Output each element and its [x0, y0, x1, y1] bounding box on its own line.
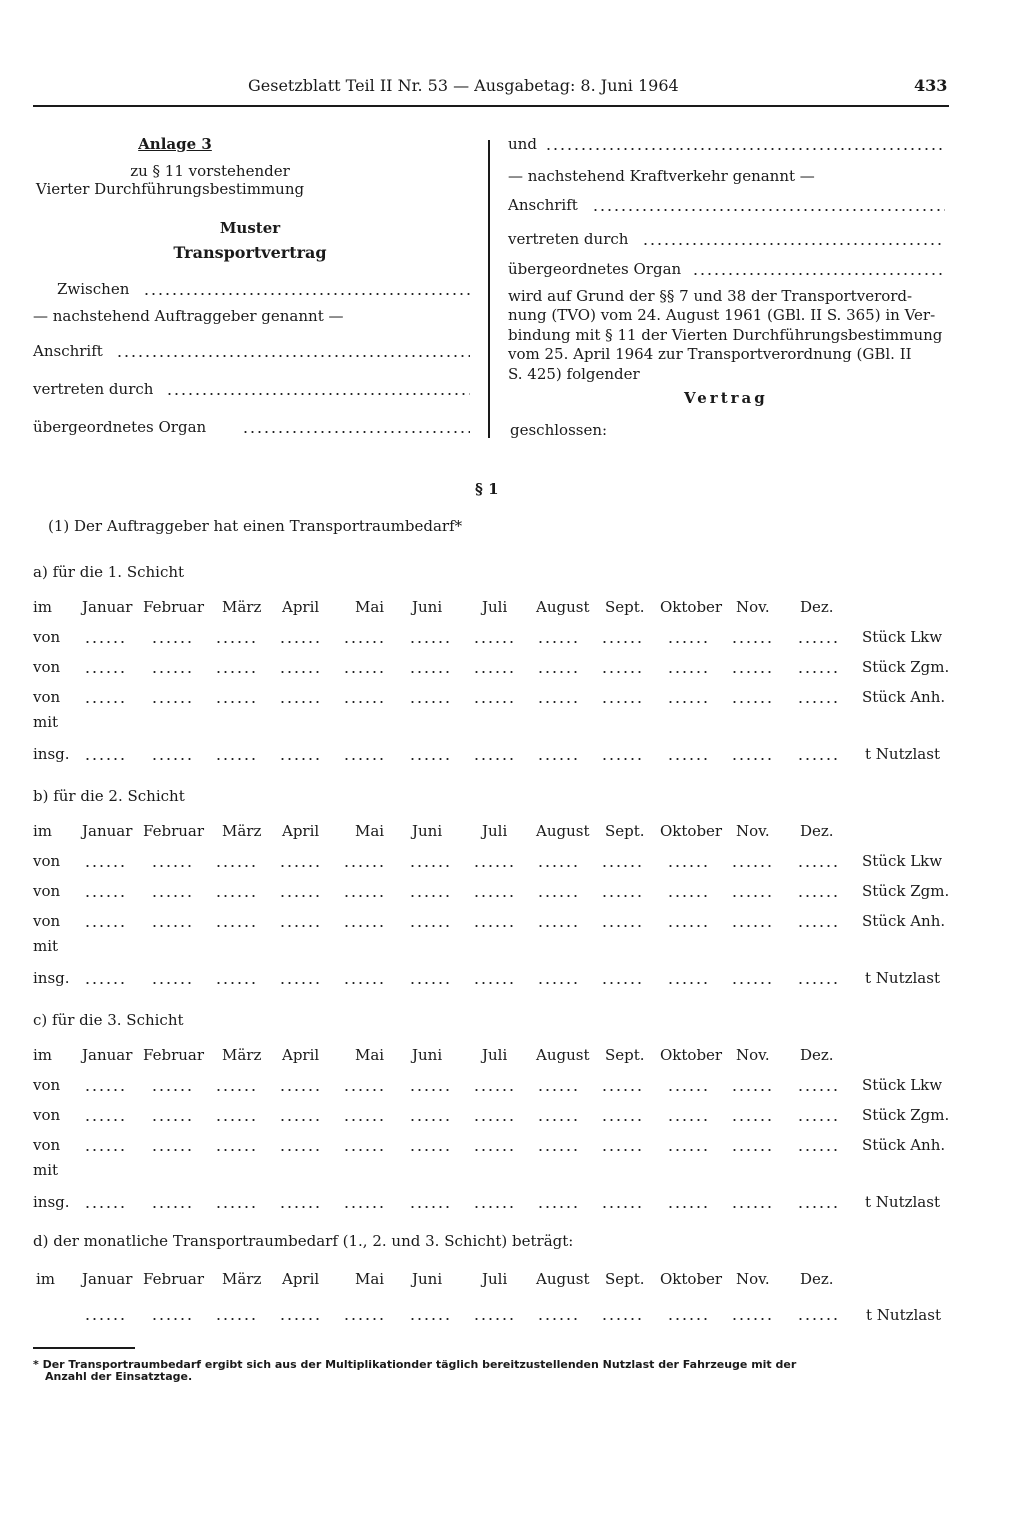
row-label-im: im: [36, 1270, 56, 1288]
month-fill-field[interactable]: [797, 1119, 841, 1121]
month-fill-field[interactable]: [473, 982, 517, 984]
month-label: Juli: [482, 1046, 508, 1064]
month-label: Mai: [355, 1270, 385, 1288]
month-label: März: [222, 598, 262, 616]
shift-title: c) für die 3. Schicht: [33, 1011, 184, 1029]
month-label: Juni: [412, 1046, 443, 1064]
month-fill-field[interactable]: [537, 701, 581, 703]
month-fill-field[interactable]: [151, 1206, 195, 1208]
month-label: Mai: [355, 822, 385, 840]
month-label: Sept.: [605, 1046, 645, 1064]
page-header-title: Gesetzblatt Teil II Nr. 53 — Ausgabetag: 8. Juni 1964: [248, 76, 679, 95]
month-fill-field[interactable]: [409, 1119, 453, 1121]
month-label: Nov.: [736, 1270, 770, 1288]
month-fill-field[interactable]: [731, 758, 775, 760]
paragraph-line: wird auf Grund der §§ 7 und 38 der Transportverord-: [508, 287, 913, 305]
month-fill-field[interactable]: [279, 671, 323, 673]
month-fill-field[interactable]: [797, 982, 841, 984]
month-fill-field[interactable]: [601, 925, 645, 927]
month-label: August: [536, 822, 590, 840]
month-fill-field[interactable]: [537, 982, 581, 984]
month-fill-field[interactable]: [797, 895, 841, 897]
month-label: Januar: [82, 598, 133, 616]
month-fill-field[interactable]: [151, 758, 195, 760]
month-fill-field[interactable]: [151, 1318, 195, 1320]
month-label: April: [282, 1046, 320, 1064]
month-label: Sept.: [605, 822, 645, 840]
month-label: Sept.: [605, 598, 645, 616]
month-label: Oktober: [660, 598, 723, 616]
month-fill-field[interactable]: [151, 1119, 195, 1121]
month-fill-field[interactable]: [151, 865, 195, 867]
month-fill-field[interactable]: [409, 982, 453, 984]
month-fill-field[interactable]: [797, 865, 841, 867]
month-fill-field[interactable]: [797, 1206, 841, 1208]
month-fill-field[interactable]: [215, 865, 259, 867]
month-fill-field[interactable]: [473, 758, 517, 760]
month-label: Oktober: [660, 1270, 723, 1288]
month-label: Nov.: [736, 822, 770, 840]
month-fill-field[interactable]: [601, 1089, 645, 1091]
organ-fill-line-right: [692, 273, 945, 275]
month-fill-field[interactable]: [279, 758, 323, 760]
month-fill-field[interactable]: [473, 1089, 517, 1091]
unit-label-nutzlast: t Nutzlast: [866, 1306, 941, 1324]
month-fill-field[interactable]: [601, 1119, 645, 1121]
kraftverkehr-note: — nachstehend Kraftverkehr genannt —: [508, 167, 815, 185]
month-fill-field[interactable]: [409, 925, 453, 927]
month-fill-field[interactable]: [409, 895, 453, 897]
month-fill-field[interactable]: [84, 1206, 128, 1208]
month-label: März: [222, 1046, 262, 1064]
month-fill-field[interactable]: [215, 982, 259, 984]
month-fill-field[interactable]: [343, 641, 387, 643]
month-fill-field[interactable]: [151, 925, 195, 927]
unit-label-nutzlast: t Nutzlast: [865, 745, 940, 763]
month-fill-field[interactable]: [215, 701, 259, 703]
month-fill-field[interactable]: [601, 1318, 645, 1320]
month-fill-field[interactable]: [409, 865, 453, 867]
month-label: Juni: [412, 598, 443, 616]
footnote-line-2: Anzahl der Einsatztage.: [45, 1370, 193, 1383]
row-label-von: von: [33, 912, 61, 930]
paragraph-line: nung (TVO) vom 24. August 1961 (GBl. II S. 365) in Ver-: [508, 306, 936, 325]
shift-title: a) für die 1. Schicht: [33, 563, 185, 581]
month-fill-field[interactable]: [84, 925, 128, 927]
anschrift-label-left: Anschrift: [33, 342, 103, 360]
month-fill-field[interactable]: [731, 1089, 775, 1091]
month-fill-field[interactable]: [537, 641, 581, 643]
vertreten-label-right: vertreten durch: [508, 230, 629, 248]
contract-basis-paragraph: [508, 287, 948, 384]
month-label: Nov.: [736, 598, 770, 616]
anschrift-fill-line-right: [592, 209, 945, 211]
month-label: Juli: [482, 822, 508, 840]
month-fill-field[interactable]: [343, 758, 387, 760]
row-label-mit: mit: [33, 1161, 59, 1179]
month-fill-field[interactable]: [731, 1119, 775, 1121]
footnote-line-1: * Der Transportraumbedarf ergibt sich aus der Multiplikationder täglich bereitzustellenden Nutzlast der Fahrzeuge mit der: [33, 1358, 797, 1371]
month-fill-field[interactable]: [409, 758, 453, 760]
month-fill-field[interactable]: [409, 671, 453, 673]
month-fill-field[interactable]: [279, 641, 323, 643]
month-fill-field[interactable]: [537, 1089, 581, 1091]
month-fill-field[interactable]: [343, 1119, 387, 1121]
month-fill-field[interactable]: [667, 1119, 711, 1121]
month-fill-field[interactable]: [797, 1089, 841, 1091]
page-number: 433: [914, 76, 948, 95]
anlage-subtitle-2: Vierter Durchführungsbestimmung: [35, 180, 305, 198]
month-fill-field[interactable]: [667, 895, 711, 897]
zwischen-fill-line: [143, 293, 470, 295]
month-fill-field[interactable]: [601, 641, 645, 643]
month-label: Februar: [143, 598, 205, 616]
unit-label-lkw: Stück Lkw: [862, 852, 943, 870]
month-fill-field[interactable]: [84, 1318, 128, 1320]
month-fill-field[interactable]: [84, 671, 128, 673]
month-label: Februar: [143, 1046, 205, 1064]
month-fill-field[interactable]: [667, 1318, 711, 1320]
unit-label-anh: Stück Anh.: [862, 912, 946, 930]
month-fill-field[interactable]: [151, 1089, 195, 1091]
paragraph-line: vom 25. April 1964 zur Transportverordnung (GBl. II: [508, 345, 912, 364]
month-fill-field[interactable]: [151, 982, 195, 984]
month-fill-field[interactable]: [797, 1149, 841, 1151]
month-label: Januar: [82, 1270, 133, 1288]
month-fill-field[interactable]: [537, 895, 581, 897]
month-label: Februar: [143, 1270, 205, 1288]
month-fill-field[interactable]: [409, 1318, 453, 1320]
month-fill-field[interactable]: [601, 865, 645, 867]
row-label-von: von: [33, 1076, 61, 1094]
month-fill-field[interactable]: [279, 1149, 323, 1151]
month-label: Dez.: [800, 1046, 834, 1064]
unit-label-nutzlast: t Nutzlast: [865, 969, 940, 987]
month-fill-field[interactable]: [215, 895, 259, 897]
unit-label-lkw: Stück Lkw: [862, 628, 943, 646]
row-label-von: von: [33, 1136, 61, 1154]
month-label: Juli: [482, 1270, 508, 1288]
row-label-von: von: [33, 628, 61, 646]
auftraggeber-note: — nachstehend Auftraggeber genannt —: [33, 307, 344, 325]
month-label: August: [536, 1046, 590, 1064]
und-label: und: [508, 135, 537, 153]
month-fill-field[interactable]: [279, 982, 323, 984]
month-fill-field[interactable]: [667, 1206, 711, 1208]
month-fill-field[interactable]: [537, 865, 581, 867]
month-fill-field[interactable]: [151, 895, 195, 897]
month-fill-field[interactable]: [409, 1149, 453, 1151]
month-fill-field[interactable]: [473, 865, 517, 867]
month-label: Sept.: [605, 1270, 645, 1288]
month-fill-field[interactable]: [151, 1149, 195, 1151]
month-fill-field[interactable]: [667, 641, 711, 643]
month-fill-field[interactable]: [215, 1089, 259, 1091]
month-fill-field[interactable]: [731, 982, 775, 984]
month-fill-field[interactable]: [84, 701, 128, 703]
month-fill-field[interactable]: [279, 701, 323, 703]
month-label: März: [222, 822, 262, 840]
month-fill-field[interactable]: [667, 865, 711, 867]
month-fill-field[interactable]: [473, 925, 517, 927]
month-fill-field[interactable]: [537, 1149, 581, 1151]
month-fill-field[interactable]: [473, 701, 517, 703]
row-label-von: von: [33, 882, 61, 900]
section-intro: (1) Der Auftraggeber hat einen Transportraumbedarf*: [48, 517, 463, 535]
month-fill-field[interactable]: [343, 671, 387, 673]
month-fill-field[interactable]: [473, 1119, 517, 1121]
month-fill-field[interactable]: [601, 1149, 645, 1151]
month-fill-field[interactable]: [797, 701, 841, 703]
vertreten-label-left: vertreten durch: [33, 380, 154, 398]
month-fill-field[interactable]: [731, 1206, 775, 1208]
month-label: August: [536, 598, 590, 616]
month-fill-field[interactable]: [84, 758, 128, 760]
month-label: Juli: [482, 598, 508, 616]
month-fill-field[interactable]: [215, 925, 259, 927]
month-fill-field[interactable]: [409, 1206, 453, 1208]
month-fill-field[interactable]: [279, 925, 323, 927]
row-label-mit: mit: [33, 713, 59, 731]
und-fill-line: [545, 148, 945, 150]
month-fill-field[interactable]: [667, 982, 711, 984]
month-fill-field[interactable]: [537, 1318, 581, 1320]
document-title: Transportvertrag: [173, 243, 327, 262]
month-fill-field[interactable]: [797, 641, 841, 643]
muster-heading: Muster: [219, 219, 281, 237]
month-fill-field[interactable]: [343, 1149, 387, 1151]
month-fill-field[interactable]: [731, 865, 775, 867]
month-fill-field[interactable]: [473, 1206, 517, 1208]
month-fill-field[interactable]: [731, 925, 775, 927]
month-fill-field[interactable]: [409, 701, 453, 703]
month-fill-field[interactable]: [84, 895, 128, 897]
monthly-title: d) der monatliche Transportraumbedarf (1., 2. und 3. Schicht) beträgt:: [33, 1232, 574, 1250]
month-fill-field[interactable]: [84, 641, 128, 643]
month-fill-field[interactable]: [84, 1089, 128, 1091]
vertreten-fill-line-left: [166, 393, 470, 395]
month-label: Oktober: [660, 822, 723, 840]
section-heading: § 1: [475, 480, 499, 498]
month-fill-field[interactable]: [667, 925, 711, 927]
month-fill-field[interactable]: [601, 671, 645, 673]
month-fill-field[interactable]: [279, 1318, 323, 1320]
row-label-insg: insg.: [33, 969, 70, 987]
month-fill-field[interactable]: [473, 641, 517, 643]
month-fill-field[interactable]: [279, 865, 323, 867]
month-fill-field[interactable]: [343, 701, 387, 703]
footnote-rule: [33, 1347, 135, 1349]
row-label-von: von: [33, 852, 61, 870]
row-label-mit: mit: [33, 937, 59, 955]
month-fill-field[interactable]: [409, 641, 453, 643]
month-fill-field[interactable]: [215, 1149, 259, 1151]
row-label-im: im: [33, 598, 53, 616]
unit-label-lkw: Stück Lkw: [862, 1076, 943, 1094]
month-fill-field[interactable]: [84, 982, 128, 984]
month-fill-field[interactable]: [667, 671, 711, 673]
month-fill-field[interactable]: [667, 758, 711, 760]
month-fill-field[interactable]: [731, 671, 775, 673]
organ-label-right: übergeordnetes Organ: [508, 260, 682, 278]
month-fill-field[interactable]: [215, 1119, 259, 1121]
unit-label-zgm: Stück Zgm.: [862, 1106, 950, 1124]
organ-fill-line-left: [242, 431, 470, 433]
column-divider: [488, 140, 490, 438]
anlage-heading: Anlage 3: [138, 135, 212, 153]
month-label: Januar: [82, 822, 133, 840]
month-label: Mai: [355, 1046, 385, 1064]
month-fill-field[interactable]: [731, 895, 775, 897]
month-fill-field[interactable]: [151, 701, 195, 703]
unit-label-anh: Stück Anh.: [862, 688, 946, 706]
month-label: Juni: [412, 822, 443, 840]
zwischen-label: Zwischen: [57, 280, 130, 298]
month-fill-field[interactable]: [343, 1318, 387, 1320]
month-fill-field[interactable]: [215, 1318, 259, 1320]
paragraph-line: bindung mit § 11 der Vierten Durchführungsbestimmung: [508, 325, 943, 344]
month-fill-field[interactable]: [537, 925, 581, 927]
unit-label-nutzlast: t Nutzlast: [865, 1193, 940, 1211]
unit-label-anh: Stück Anh.: [862, 1136, 946, 1154]
month-label: Dez.: [800, 1270, 834, 1288]
month-fill-field[interactable]: [215, 758, 259, 760]
month-fill-field[interactable]: [473, 1318, 517, 1320]
month-fill-field[interactable]: [343, 982, 387, 984]
month-label: Januar: [82, 1046, 133, 1064]
month-fill-field[interactable]: [343, 925, 387, 927]
month-label: August: [536, 1270, 590, 1288]
month-fill-field[interactable]: [279, 1206, 323, 1208]
month-fill-field[interactable]: [343, 1089, 387, 1091]
month-fill-field[interactable]: [731, 641, 775, 643]
month-label: April: [282, 822, 320, 840]
month-label: Nov.: [736, 1046, 770, 1064]
month-fill-field[interactable]: [279, 1119, 323, 1121]
month-fill-field[interactable]: [667, 1089, 711, 1091]
row-label-insg: insg.: [33, 1193, 70, 1211]
month-fill-field[interactable]: [601, 758, 645, 760]
month-label: Februar: [143, 822, 205, 840]
month-fill-field[interactable]: [731, 1318, 775, 1320]
month-fill-field[interactable]: [731, 1149, 775, 1151]
month-fill-field[interactable]: [537, 1206, 581, 1208]
month-fill-field[interactable]: [797, 1318, 841, 1320]
month-fill-field[interactable]: [473, 1149, 517, 1151]
month-fill-field[interactable]: [731, 701, 775, 703]
month-fill-field[interactable]: [151, 671, 195, 673]
anschrift-label-right: Anschrift: [508, 196, 578, 214]
month-label: Mai: [355, 598, 385, 616]
month-label: Dez.: [800, 598, 834, 616]
month-fill-field[interactable]: [601, 895, 645, 897]
header-rule: [33, 105, 949, 107]
month-fill-field[interactable]: [537, 758, 581, 760]
month-fill-field[interactable]: [279, 895, 323, 897]
month-fill-field[interactable]: [797, 758, 841, 760]
vertrag-heading: Vertrag: [684, 389, 768, 407]
month-fill-field[interactable]: [84, 1149, 128, 1151]
row-label-von: von: [33, 1106, 61, 1124]
month-fill-field[interactable]: [667, 701, 711, 703]
month-fill-field[interactable]: [473, 671, 517, 673]
row-label-insg: insg.: [33, 745, 70, 763]
unit-label-zgm: Stück Zgm.: [862, 882, 950, 900]
month-fill-field[interactable]: [215, 671, 259, 673]
month-fill-field[interactable]: [343, 895, 387, 897]
vertreten-fill-line-right: [642, 243, 945, 245]
month-fill-field[interactable]: [343, 1206, 387, 1208]
month-fill-field[interactable]: [409, 1089, 453, 1091]
month-fill-field[interactable]: [797, 925, 841, 927]
row-label-von: von: [33, 688, 61, 706]
anlage-subtitle-1: zu § 11 vorstehender: [130, 162, 290, 180]
month-fill-field[interactable]: [279, 1089, 323, 1091]
month-fill-field[interactable]: [84, 1119, 128, 1121]
row-label-im: im: [33, 1046, 53, 1064]
unit-label-zgm: Stück Zgm.: [862, 658, 950, 676]
month-fill-field[interactable]: [473, 895, 517, 897]
anschrift-fill-line-left: [116, 355, 470, 357]
paragraph-line: S. 425) folgender: [508, 364, 640, 383]
month-label: April: [282, 598, 320, 616]
row-label-von: von: [33, 658, 61, 676]
month-fill-field[interactable]: [151, 641, 195, 643]
month-fill-field[interactable]: [667, 1149, 711, 1151]
month-fill-field[interactable]: [601, 1206, 645, 1208]
month-fill-field[interactable]: [797, 671, 841, 673]
organ-label-left: übergeordnetes Organ: [33, 418, 207, 436]
month-label: März: [222, 1270, 262, 1288]
month-fill-field[interactable]: [601, 982, 645, 984]
month-fill-field[interactable]: [84, 865, 128, 867]
month-fill-field[interactable]: [537, 671, 581, 673]
month-fill-field[interactable]: [601, 701, 645, 703]
month-label: April: [282, 1270, 320, 1288]
row-label-im: im: [33, 822, 53, 840]
month-fill-field[interactable]: [215, 1206, 259, 1208]
month-label: Dez.: [800, 822, 834, 840]
month-fill-field[interactable]: [215, 641, 259, 643]
month-fill-field[interactable]: [343, 865, 387, 867]
shift-title: b) für die 2. Schicht: [33, 787, 185, 805]
month-label: Oktober: [660, 1046, 723, 1064]
geschlossen-label: geschlossen:: [510, 421, 608, 439]
month-label: Juni: [412, 1270, 443, 1288]
month-fill-field[interactable]: [537, 1119, 581, 1121]
